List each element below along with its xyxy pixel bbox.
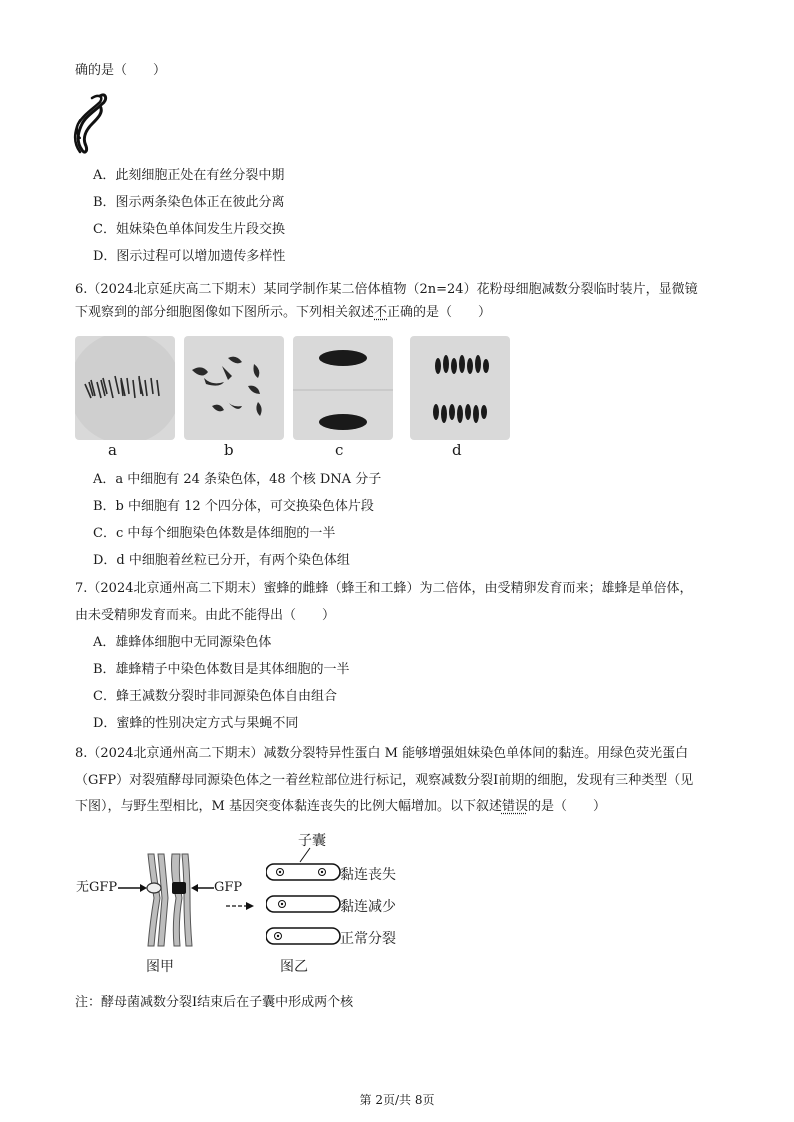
label-ascus: 子囊 [298,833,326,849]
q7-option-c: C．蜂王减数分裂时非同源染色体自由组合 [93,689,337,704]
prev-option-a: A．此刻细胞正处在有丝分裂中期 [93,168,285,183]
chromosome-sketch [70,90,112,156]
q7-stem-line2: 由未受精卵发育而来。由此不能得出（ ） [75,608,336,623]
label-no-gfp: 无GFP [76,880,118,895]
label-type-normal: 正常分裂 [340,931,396,947]
q6-option-d: D．d 中细胞着丝粒已分开，有两个染色体组 [93,553,350,568]
q8-stem-line1: 8.（2024北京通州高二下期末）减数分裂特异性蛋白 M 能够增强姐妹染色单体间的黏连。用绿色荧光蛋白 [75,746,689,761]
prev-option-c: C．姐妹染色单体间发生片段交换 [93,222,285,237]
prev-question-tail: 确的是（ ） [75,63,167,78]
q7-option-b: B．雄蜂精子中染色体数目是其体细胞的一半 [93,662,350,677]
q8-stem-line2: （GFP）对裂殖酵母同源染色体之一着丝粒部位进行标记，观察减数分裂Ⅰ前期的细胞，发现有三种类型（见 [75,773,694,788]
arrow-right-icon [118,882,148,894]
emphasis-mark: 错误 [501,799,528,814]
micrograph-label-c: c [335,441,344,459]
q6-stem-line2: 下观察到的部分细胞图像如下图所示。下列相关叙述不正确的是（ ） [75,305,492,320]
prev-option-b: B．图示两条染色体正在彼此分离 [93,195,285,210]
q6-option-a: A．a 中细胞有 24 条染色体，48 个核 DNA 分子 [93,472,382,487]
q6-option-b: B．b 中细胞有 12 个四分体，可交换染色体片段 [93,499,374,514]
emphasis-mark: 不 [374,305,388,320]
micrograph-d [410,336,510,440]
arrow-left-icon [190,882,214,894]
figure-yi-asci [266,846,346,952]
q6-stem-line1: 6.（2024北京延庆高二下期末）某同学制作某二倍体植物（2n=24）花粉母细胞减数分裂临时装片，显微镜 [75,282,698,297]
micrograph-label-d: d [452,441,462,459]
label-type-reduced: 黏连减少 [340,899,396,915]
q7-option-d: D．蜜蜂的性别决定方式与果蝇不同 [93,716,299,731]
figure-jia-chromosomes [140,852,200,948]
micrograph-label-a: a [108,441,117,459]
page-footer: 第 2页/共 8页 [359,1093,435,1107]
label-gfp: GFP [214,880,243,895]
prev-option-d: D．图示过程可以增加遗传多样性 [93,249,286,264]
micrograph-c [293,336,393,440]
figure-caption-yi: 图乙 [280,959,308,975]
micrograph-b [184,336,284,440]
micrograph-label-b: b [224,441,234,459]
q8-note: 注：酵母菌减数分裂Ⅰ结束后在子囊中形成两个核 [75,995,354,1010]
label-type-lost: 黏连丧失 [340,867,396,883]
q7-stem-line1: 7.（2024北京通州高二下期末）蜜蜂的雌蜂（蜂王和工蜂）为二倍体，由受精卵发育而来；雄蜂是单倍体， [75,581,693,596]
q6-option-c: C．c 中每个细胞染色体数是体细胞的一半 [93,526,336,541]
q7-option-a: A．雄蜂体细胞中无同源染色体 [93,635,272,650]
arrow-right-icon [226,900,256,912]
micrograph-a [75,336,175,440]
figure-caption-jia: 图甲 [146,959,174,975]
q8-stem-line3: 下图），与野生型相比，M 基因突变体黏连丧失的比例大幅增加。以下叙述错误的是（ ） [75,799,606,814]
